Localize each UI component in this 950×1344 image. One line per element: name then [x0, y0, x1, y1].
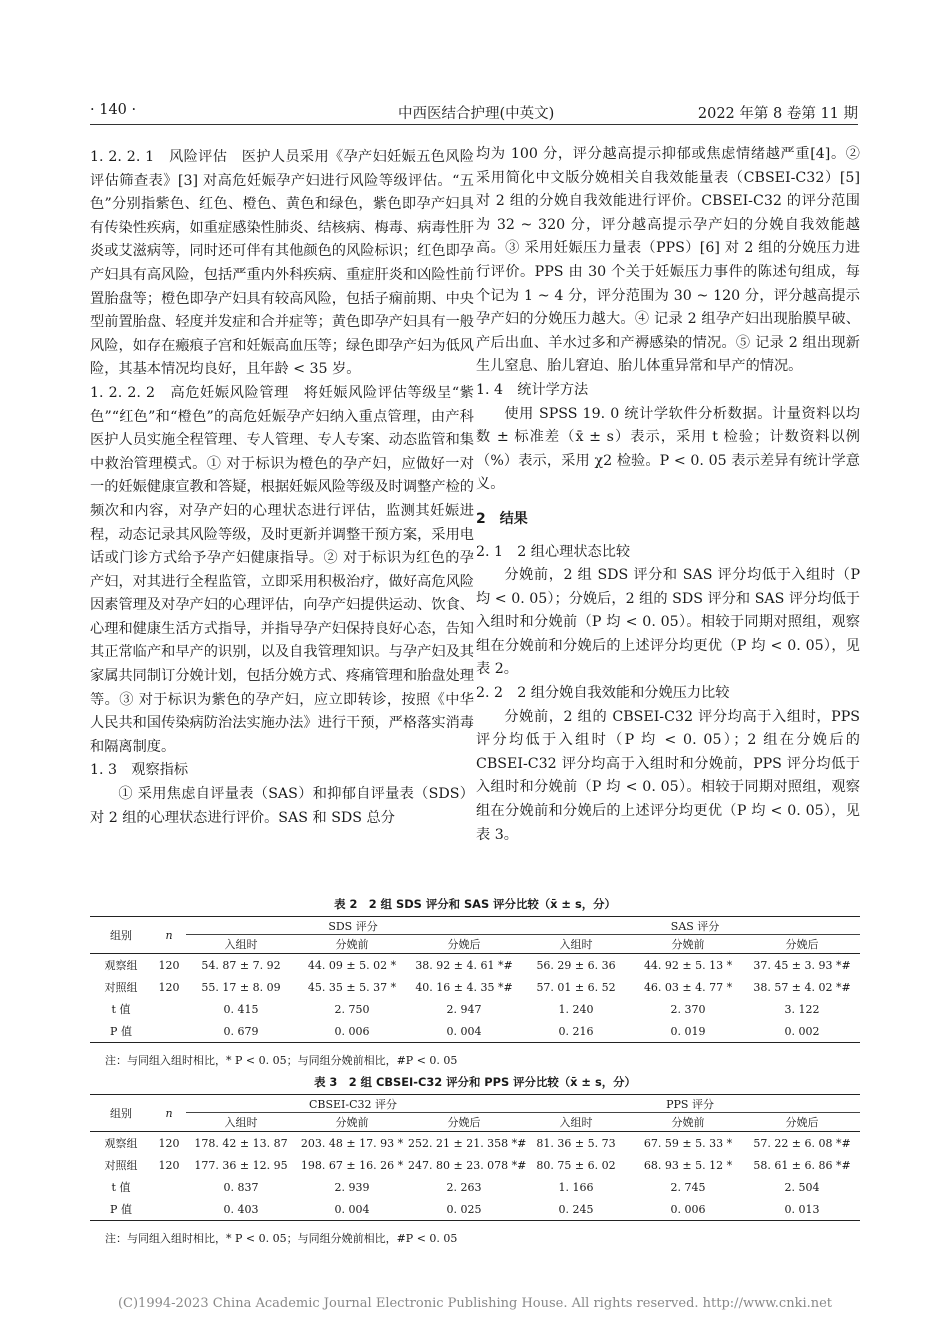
table-cell: 0. 002 — [744, 1020, 860, 1043]
left-column-paragraph: 1. 3 观察指标 — [90, 762, 189, 779]
left-column-paragraph: ① 采用焦虑自评量表（SAS）和抑郁自评量表（SDS）对 2 组的心理状态进行评价。SAS 和 SDS 总分 — [90, 786, 474, 826]
table-cell: 67. 59 ± 5. 33 * — [643, 1136, 733, 1150]
subheader: 分娩后 — [408, 1113, 520, 1132]
table-cell: 252. 21 ± 21. 358 *# — [408, 1136, 527, 1150]
table-cell: 2. 370 — [670, 1002, 706, 1016]
left-column — [90, 146, 474, 830]
table-cell: 120 — [158, 1136, 180, 1150]
table3-caption: 表 3 2 组 CBSEI-C32 评分和 PPS 评分比较（x̄ ± s，分） — [314, 1075, 636, 1089]
table-cell: 68. 93 ± 5. 12 * — [643, 1158, 733, 1172]
table-row — [90, 1176, 860, 1198]
table-cell: 2. 947 — [446, 1002, 482, 1016]
table-cell: 2. 939 — [334, 1180, 370, 1194]
header-n: n — [152, 917, 186, 954]
table-cell: 1. 166 — [558, 1180, 594, 1194]
table-cell: 0. 415 — [223, 1002, 259, 1016]
table-cell: 203. 48 ± 17. 93 * — [300, 1136, 404, 1150]
right-column-paragraph: 均为 100 分，评分越高提示抑郁或焦虑情绪越严重[4]。② 采用简化中文版分娩相关自我效能量表（CBSEI-C32）[5] 对 2 组的分娩自我效能进行评价。CBSEI-C32 的评分范围为 32 ~ 320 分，评分越高提示孕产妇的分娩自我效能越高。③ 采用妊娠压力量表（PPS）[6] 对 2 组的分娩压力进行评价。PPS 由 30 个关于妊娠压力事件的陈述句组成，每个记为 1 ~ 4 分，评分范围为 30 ~ 120 分，评分越高提示孕产妇的分娩压力越大。④ 记录 2 组孕产妇出现胎膜早破、产后出血、羊水过多和产褥感染的情况。⑤ 记录 2 组出现新生儿窒息、胎儿窘迫、胎儿体重异常和早产的情况。 — [476, 146, 860, 375]
subheader: 入组时 — [186, 935, 296, 954]
right-column-paragraph: 使用 SPSS 19. 0 统计学软件分析数据。计量资料以均数 ± 标准差（x̄ ± s）表示，采用 t 检验；计数资料以例（%）表示，采用 χ2 检验。P < 0. 05 表示差异有统计学意义。 — [476, 405, 860, 493]
table-cell: t 值 — [111, 1003, 131, 1016]
table-cell: P 值 — [90, 1198, 152, 1221]
issue-info: 2022 年第 8 卷第 11 期 — [697, 106, 858, 122]
table-cell: 1. 240 — [558, 1002, 594, 1016]
subheader: 分娩前 — [296, 1113, 408, 1132]
page-number: · 140 · — [90, 102, 137, 118]
table-cell — [152, 1020, 186, 1043]
table3-note: 注：与同组入组时相比，* P < 0. 05；与同组分娩前相比，#P < 0. 05 — [105, 1232, 458, 1245]
table-cell: 177. 36 ± 12. 95 — [194, 1158, 288, 1172]
table-cell: 44. 09 ± 5. 02 * — [307, 958, 397, 972]
right-column-paragraph: 2. 1 2 组心理状态比较 — [476, 543, 631, 560]
table-cell: 0. 837 — [223, 1180, 259, 1194]
table-cell: P 值 — [90, 1020, 152, 1043]
table-cell: 38. 92 ± 4. 61 *# — [415, 958, 513, 972]
header-group2: SAS 评分 — [520, 917, 860, 935]
table-cell: 120 — [158, 980, 180, 994]
right-column-paragraph: 分娩前，2 组的 CBSEI-C32 评分均高于入组时，PPS 评分均低于入组时（P 均 < 0. 05）；2 组在分娩后的 CBSEI-C32 评分均高于入组时和分娩前，PPS 评分均低于入组时和分娩前（P 均 < 0. 05）。相较于同期对照组，观察组在分娩前和分娩后的上述评分均更优（P 均 < 0. 05），见表 3。 — [476, 708, 860, 843]
table-cell: 对照组 — [104, 981, 138, 994]
table-cell: 120 — [158, 958, 180, 972]
right-column — [476, 143, 860, 847]
table-cell: 2. 745 — [670, 1180, 706, 1194]
table-cell: 0. 025 — [408, 1198, 520, 1221]
copyright-footer: (C)1994-2023 China Academic Journal Electronic Publishing House. All rights reserved. http://www.cnki.net — [117, 1296, 833, 1311]
table-cell: 0. 013 — [744, 1198, 860, 1221]
table-cell: 54. 87 ± 7. 92 — [201, 958, 281, 972]
table-cell: 0. 019 — [632, 1020, 744, 1043]
table-cell: 38. 57 ± 4. 02 *# — [753, 980, 851, 994]
table-cell: 56. 29 ± 6. 36 — [536, 958, 616, 972]
table-cell: 55. 17 ± 8. 09 — [201, 980, 281, 994]
table-cell: 58. 61 ± 6. 86 *# — [753, 1158, 851, 1172]
header-group: 组别 — [90, 917, 152, 954]
journal-name: 中西医结合护理(中英文) — [398, 106, 555, 122]
table-cell: 观察组 — [104, 959, 138, 972]
subheader: 入组时 — [186, 1113, 296, 1132]
table-cell: 0. 216 — [520, 1020, 632, 1043]
left-column-paragraph: 1. 2. 2. 1 风险评估 医护人员采用《孕产妇妊娠五色风险评估筛查表》[3] 对高危妊娠孕产妇进行风险等级评估。“五色”分别指紫色、红色、橙色、黄色和绿色，紫色即孕产妇具有传染性疾病，如重症感染性肺炎、结核病、梅毒、病毒性肝炎或艾滋病等，同时还可伴有其他颜色的风险标识；红色即孕产妇具有高风险，包括严重内外科疾病、重症肝炎和凶险性前置胎盘等；橙色即孕产妇具有较高风险，包括子痫前期、中央型前置胎盘、轻度并发症和合并症等；黄色即孕产妇具有一般风险，如存在瘢痕子宫和妊娠高血压等；绿色即孕产妇为低风险，其基本情况均良好，且年龄 < 35 岁。 — [90, 149, 474, 378]
header-group1: SDS 评分 — [186, 917, 520, 935]
right-column-paragraph: 1. 4 统计学方法 — [476, 381, 589, 398]
table-cell: 对照组 — [104, 1159, 138, 1172]
table2-note: 注：与同组入组时相比，* P < 0. 05；与同组分娩前相比，#P < 0. 05 — [105, 1054, 458, 1067]
table-cell: 120 — [158, 1158, 180, 1172]
header-n: n — [152, 1095, 186, 1132]
table-cell: 0. 004 — [296, 1198, 408, 1221]
header-group1: CBSEI-C32 评分 — [186, 1095, 520, 1113]
table-cell: 198. 67 ± 16. 26 * — [300, 1158, 404, 1172]
header-group: 组别 — [90, 1095, 152, 1132]
right-column-paragraph: 2. 2 2 组分娩自我效能和分娩压力比较 — [476, 685, 730, 702]
subheader: 分娩后 — [408, 935, 520, 954]
table-cell: 2. 750 — [334, 1002, 370, 1016]
table-cell: 40. 16 ± 4. 35 *# — [415, 980, 513, 994]
table2-caption: 表 2 2 组 SDS 评分和 SAS 评分比较（x̄ ± s，分） — [334, 897, 616, 911]
subheader: 分娩前 — [632, 1113, 744, 1132]
table-cell: 0. 679 — [186, 1020, 296, 1043]
table-cell: 57. 01 ± 6. 52 — [536, 980, 616, 994]
table-cell: 37. 45 ± 3. 93 *# — [753, 958, 851, 972]
table3 — [90, 1094, 860, 1221]
table-cell: 80. 75 ± 6. 02 — [536, 1158, 616, 1172]
table-cell: 46. 03 ± 4. 77 * — [643, 980, 733, 994]
table-row — [90, 1198, 860, 1221]
table-cell: 3. 122 — [784, 1002, 820, 1016]
table-cell — [152, 1198, 186, 1221]
table-cell: 0. 403 — [186, 1198, 296, 1221]
table-row — [90, 998, 860, 1020]
table-row — [90, 1132, 860, 1155]
table-row — [90, 1154, 860, 1176]
table-cell: 178. 42 ± 13. 87 — [194, 1136, 288, 1150]
right-column-paragraph: 2 结果 — [476, 510, 528, 527]
subheader: 分娩后 — [744, 935, 860, 954]
table-cell — [152, 998, 186, 1020]
table-cell: 观察组 — [104, 1137, 138, 1150]
table-cell: t 值 — [111, 1181, 131, 1194]
table-row — [90, 954, 860, 977]
left-column-paragraph: 1. 2. 2. 2 高危妊娠风险管理 将妊娠风险评估等级呈“紫色”“红色”和“橙色”的高危妊娠孕产妇纳入重点管理，由产科医护人员实施全程管理、专人管理、专人专案、动态监管和集中救治管理模式。① 对于标识为橙色的孕产妇，应做好一对一的妊娠健康宣教和答疑，根据妊娠风险等级及时调整产检的频次和内容，对孕产妇的心理状态进行评估，监测其妊娠进程，动态记录其风险等级，及时更新并调整干预方案，采用电话或门诊方式给予孕产妇健康指导。② 对于标识为红色的孕产妇，对其进行全程监管，立即采用积极治疗，做好高危风险因素管理及对孕产妇的心理评估，向孕产妇提供运动、饮食、心理和健康生活方式指导，并指导孕产妇保持良好心态，告知其正常临产和早产的识别，以及自我管理知识。与孕产妇及其家属共同制订分娩计划，包括分娩方式、疼痛管理和胎盘处理等。③ 对于标识为紫色的孕产妇，应立即转诊，按照《中华人民共和国传染病防治法实施办法》进行干预，严格落实消毒和隔离制度。 — [90, 384, 474, 755]
table-cell: 2. 504 — [784, 1180, 820, 1194]
table-row — [90, 976, 860, 998]
table-cell: 247. 80 ± 23. 078 *# — [408, 1158, 527, 1172]
subheader: 分娩前 — [296, 935, 408, 954]
table-cell: 44. 92 ± 5. 13 * — [643, 958, 733, 972]
table-cell: 0. 006 — [632, 1198, 744, 1221]
header-group2: PPS 评分 — [520, 1095, 860, 1113]
table-row — [90, 1020, 860, 1043]
table-cell: 57. 22 ± 6. 08 *# — [753, 1136, 851, 1150]
running-header — [90, 100, 858, 125]
table-cell: 0. 004 — [408, 1020, 520, 1043]
subheader: 入组时 — [520, 935, 632, 954]
table-cell — [152, 1176, 186, 1198]
table-cell: 81. 36 ± 5. 73 — [536, 1136, 616, 1150]
subheader: 分娩前 — [632, 935, 744, 954]
right-column-paragraph: 分娩前，2 组 SDS 评分和 SAS 评分均低于入组时（P 均 < 0. 05）；分娩后，2 组的 SDS 评分和 SAS 评分均低于入组时和分娩前（P 均 < 0. 05）。相较于同期对照组，观察组在分娩前和分娩后的上述评分均更优（P 均 < 0. 05），见表 2。 — [476, 567, 860, 678]
table-cell: 2. 263 — [446, 1180, 482, 1194]
table-cell: 45. 35 ± 5. 37 * — [307, 980, 397, 994]
table2 — [90, 916, 860, 1043]
table-cell: 0. 245 — [520, 1198, 632, 1221]
table-cell: 0. 006 — [296, 1020, 408, 1043]
subheader: 入组时 — [520, 1113, 632, 1132]
subheader: 分娩后 — [744, 1113, 860, 1132]
